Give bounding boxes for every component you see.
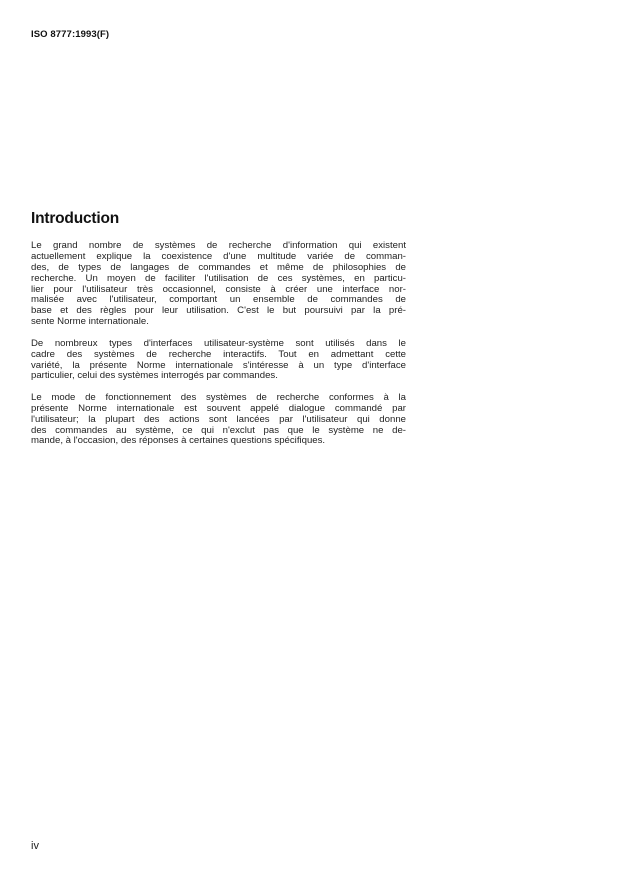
paragraph-1 [31, 241, 406, 328]
text-line: sente Norme internationale. [31, 316, 149, 328]
section-title: Introduction [31, 210, 119, 227]
text-line: l'utilisateur; la plupart des actions sont lancées par l'utilisateur qui donne [31, 413, 406, 425]
section-body [31, 241, 406, 458]
text-line: cadre des systèmes de recherche interactifs. Tout en admettant cette [31, 348, 406, 360]
text-line: Le mode de fonctionnement des systèmes de recherche conformes à la [31, 391, 406, 403]
text-line: variété, la présente Norme internationale s'intéresse à un type d'interface [31, 359, 406, 371]
text-line: De nombreux types d'interfaces utilisateur-système sont utilisés dans le [31, 337, 406, 349]
text-line: présente Norme internationale est souvent appelé dialogue commandé par [31, 402, 406, 414]
paragraph-3 [31, 393, 406, 447]
text-line: particulier, celui des systèmes interrogés par commandes. [31, 370, 278, 382]
page-number: iv [31, 840, 39, 852]
paragraph-2 [31, 339, 406, 383]
text-line: actuellement explique la coexistence d'une multitude variée de comman- [31, 250, 406, 262]
text-line: des commandes au système, ce qui n'exclut pas que le système ne de- [31, 424, 406, 436]
text-line: recherche. Un moyen de faciliter l'utilisation de ces systèmes, en particu- [31, 272, 406, 284]
text-line: malisée avec l'utilisateur, comportant un ensemble de commandes de [31, 294, 406, 306]
text-line: Le grand nombre de systèmes de recherche d'information qui existent [31, 240, 406, 251]
text-line: des, de types de langages de commandes et même de philosophies de [31, 261, 406, 273]
text-line: lier pour l'utilisateur très occasionnel, consiste à créer une interface nor- [31, 283, 406, 295]
document-header-standard-id: ISO 8777:1993(F) [31, 29, 110, 40]
text-line: base et des règles pour leur utilisation. C'est le but poursuivi par la pré- [31, 305, 406, 317]
text-line: mande, à l'occasion, des réponses à certaines questions spécifiques. [31, 435, 326, 447]
